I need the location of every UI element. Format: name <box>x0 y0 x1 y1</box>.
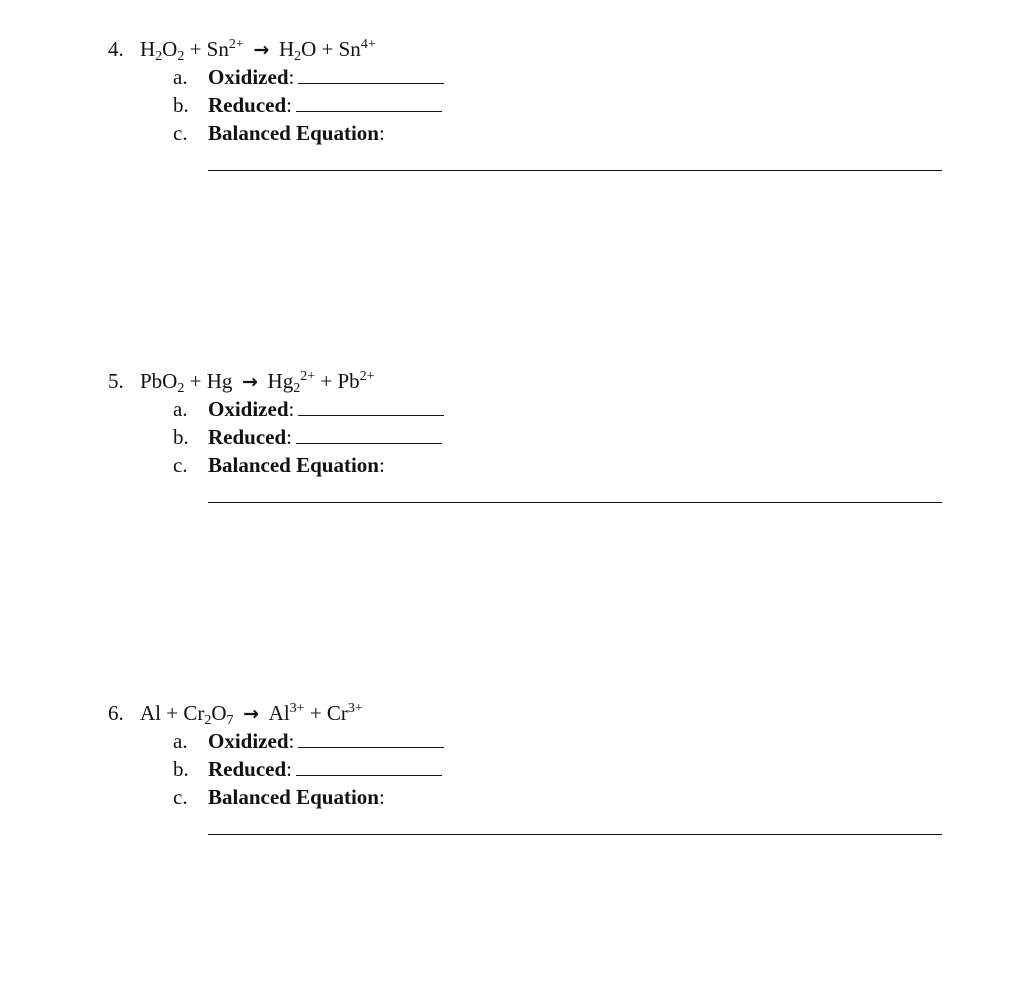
part-reduced <box>173 425 442 449</box>
equation-text: O <box>162 37 178 61</box>
balanced-equation-answer-line[interactable] <box>208 834 942 835</box>
question-number: 6. <box>108 701 124 725</box>
chemical-equation <box>140 37 376 64</box>
part-label: c. <box>173 121 188 145</box>
part-label: a. <box>173 729 188 753</box>
part-name: Oxidized <box>208 729 289 753</box>
part-reduced <box>173 757 442 781</box>
question-line <box>108 701 363 726</box>
equation-subscript: 7 <box>226 713 234 728</box>
part-label: c. <box>173 453 188 477</box>
equation-subscript: 2 <box>204 713 212 728</box>
equation-text: Al + Cr <box>140 701 205 725</box>
chemical-equation <box>140 369 375 396</box>
equation-text: PbO <box>140 369 178 393</box>
part-balanced-equation <box>173 453 385 477</box>
part-name: Reduced <box>208 425 287 449</box>
question-number: 4. <box>108 37 124 61</box>
part-label: a. <box>173 65 188 89</box>
question-number: 5. <box>108 369 124 393</box>
equation-text: + Hg <box>184 369 233 393</box>
equation-subscript: 2 <box>177 381 185 396</box>
reaction-arrow-icon: → <box>236 703 266 725</box>
reduced-answer-blank[interactable] <box>296 757 442 776</box>
equation-subscript: 2 <box>293 381 301 396</box>
part-colon: : <box>286 757 293 781</box>
part-colon: : <box>286 93 293 117</box>
reduced-answer-blank[interactable] <box>296 93 442 112</box>
equation-subscript: 2 <box>177 49 185 64</box>
part-colon: : <box>288 729 295 753</box>
equation-text: + Sn <box>184 37 229 61</box>
equation-superscript: 3+ <box>289 701 305 716</box>
oxidized-answer-blank[interactable] <box>298 729 444 748</box>
equation-text: O <box>211 701 227 725</box>
part-balanced-equation <box>173 785 385 809</box>
part-name: Reduced <box>208 757 287 781</box>
equation-superscript: 2+ <box>359 369 375 384</box>
part-colon: : <box>378 453 385 477</box>
balanced-equation-answer-line[interactable] <box>208 502 942 503</box>
part-colon: : <box>288 65 295 89</box>
question-line <box>108 37 376 62</box>
part-label: b. <box>173 757 189 781</box>
part-colon: : <box>378 121 385 145</box>
equation-text: H <box>278 37 295 61</box>
part-balanced-equation <box>173 121 385 145</box>
equation-text: O + Sn <box>301 37 361 61</box>
question-line <box>108 369 375 394</box>
reaction-arrow-icon: → <box>246 39 276 61</box>
equation-superscript: 2+ <box>300 369 316 384</box>
balanced-equation-answer-line[interactable] <box>208 170 942 171</box>
equation-superscript: 3+ <box>347 701 363 716</box>
equation-text: Hg <box>267 369 294 393</box>
equation-superscript: 2+ <box>228 37 244 52</box>
oxidized-answer-blank[interactable] <box>298 65 444 84</box>
part-oxidized <box>173 397 444 421</box>
equation-subscript: 2 <box>155 49 163 64</box>
part-label: a. <box>173 397 188 421</box>
equation-text: + Pb <box>315 369 360 393</box>
part-label: b. <box>173 93 189 117</box>
reduced-answer-blank[interactable] <box>296 425 442 444</box>
chemical-equation <box>140 701 363 728</box>
part-colon: : <box>288 397 295 421</box>
reaction-arrow-icon: → <box>235 371 265 393</box>
part-label: c. <box>173 785 188 809</box>
part-name: Oxidized <box>208 397 289 421</box>
part-name: Balanced Equation <box>208 453 379 477</box>
equation-text: H <box>140 37 156 61</box>
part-name: Balanced Equation <box>208 121 379 145</box>
oxidized-answer-blank[interactable] <box>298 397 444 416</box>
part-name: Balanced Equation <box>208 785 379 809</box>
equation-subscript: 2 <box>294 49 302 64</box>
part-label: b. <box>173 425 189 449</box>
equation-text: Al <box>268 701 290 725</box>
part-oxidized <box>173 65 444 89</box>
part-colon: : <box>286 425 293 449</box>
equation-superscript: 4+ <box>360 37 376 52</box>
part-name: Reduced <box>208 93 287 117</box>
part-name: Oxidized <box>208 65 289 89</box>
part-oxidized <box>173 729 444 753</box>
part-colon: : <box>378 785 385 809</box>
part-reduced <box>173 93 442 117</box>
equation-text: + Cr <box>304 701 348 725</box>
